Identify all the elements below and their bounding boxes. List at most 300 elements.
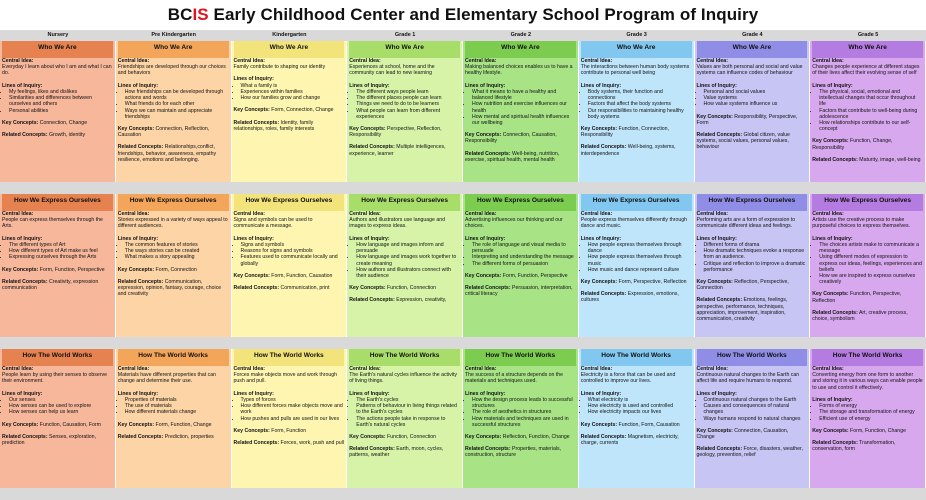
lines-label: Lines of Inquiry: bbox=[349, 390, 390, 397]
theme-title: How We Express Ourselves bbox=[118, 194, 229, 211]
related-text: Senses, exploration, prediction bbox=[2, 433, 97, 447]
central-idea bbox=[697, 366, 808, 385]
central-idea bbox=[234, 58, 345, 70]
grade-header-g4: Grade 4 bbox=[742, 32, 763, 38]
related-text: Relationships,conflict, friendships, behavior, awareness, empathy resilience, emotions and belonging. bbox=[117, 144, 217, 163]
central-idea-label: Central Idea: bbox=[233, 365, 265, 372]
central-idea-text: The success of a structure depends on the materials and techniques used. bbox=[465, 372, 564, 385]
related-concepts bbox=[581, 434, 692, 446]
grade-header-row bbox=[0, 30, 926, 41]
inquiry-line: • How dramatic techniques evoke a response from an audience. bbox=[704, 248, 808, 260]
lines-of-inquiry bbox=[2, 236, 113, 261]
grade-header-prek: Pre Kindergarten bbox=[151, 32, 196, 38]
key-concepts bbox=[581, 126, 692, 138]
unit-cell-g2 bbox=[463, 194, 579, 337]
grade-header-g3: Grade 3 bbox=[626, 32, 647, 38]
lines-of-inquiry bbox=[581, 391, 692, 416]
title-accent: IS bbox=[192, 5, 209, 24]
central-idea bbox=[2, 366, 113, 385]
key-text: Form, Perspective, Reflection bbox=[618, 279, 687, 286]
inquiry-line: • Reasons for signs and symbols bbox=[241, 248, 345, 254]
unit-cell-g2 bbox=[463, 349, 579, 488]
key-concepts bbox=[349, 285, 460, 291]
related-text: Transformation, conservation, form bbox=[812, 440, 896, 453]
grade-header-g1: Grade 1 bbox=[394, 32, 416, 38]
inquiry-line: • Our senses bbox=[9, 397, 113, 403]
central-idea-text: Experiences at school, home and the community can lead to new learning bbox=[349, 64, 435, 77]
central-idea-label: Central Idea: bbox=[117, 365, 150, 372]
inquiry-line: • How relationships contribute to our self-concept bbox=[819, 120, 923, 132]
lines-of-inquiry bbox=[234, 76, 345, 101]
central-idea-text: Stories expressed in a variety of ways appeal to different audiences. bbox=[117, 217, 228, 230]
central-idea-label: Central Idea: bbox=[465, 210, 497, 217]
inquiry-line: • Things we need to do to be learners bbox=[356, 101, 460, 107]
related-concepts bbox=[812, 440, 923, 452]
theme-band-how-we-express-ourselves bbox=[0, 194, 926, 337]
related-label: Related Concepts: bbox=[696, 132, 743, 139]
inquiry-line: • Causes and consequences of natural changes bbox=[704, 403, 808, 415]
lines-of-inquiry bbox=[2, 391, 113, 416]
central-idea bbox=[697, 211, 808, 230]
unit-cell-g5 bbox=[810, 349, 926, 488]
unit-cell-g3 bbox=[579, 41, 695, 182]
central-idea bbox=[697, 58, 808, 77]
inquiry-line: • How electricity is used and controlled bbox=[588, 403, 692, 409]
inquiry-line: • Body systems, their function and connections bbox=[588, 89, 692, 101]
theme-title: How The World Works bbox=[118, 349, 229, 366]
unit-cell-g1 bbox=[347, 194, 463, 337]
inquiry-line: • How mental and spiritual health influences our wellbeing bbox=[472, 114, 576, 126]
central-idea bbox=[118, 58, 229, 77]
inquiry-line: • The different forms of persuasion bbox=[472, 261, 576, 267]
lines-of-inquiry bbox=[118, 83, 229, 120]
central-idea bbox=[2, 211, 113, 230]
theme-title: Who We Are bbox=[697, 41, 808, 58]
inquiry-line: • My feelings, likes and dislikes bbox=[9, 89, 113, 95]
central-idea bbox=[349, 211, 460, 230]
theme-title: How We Express Ourselves bbox=[697, 194, 808, 211]
key-text: Form, Connection, Change bbox=[271, 107, 334, 114]
grade-header-g5: Grade 5 bbox=[857, 32, 879, 38]
inquiry-line: • How senses can be used to explore bbox=[9, 403, 113, 409]
related-text: Expression, emotions, cultures bbox=[580, 291, 679, 304]
key-label: Key Concepts: bbox=[233, 427, 270, 434]
inquiry-line: • The common features of stories bbox=[125, 242, 229, 248]
related-text: Communication, print bbox=[280, 285, 330, 292]
inquiry-list bbox=[2, 242, 113, 261]
key-concepts bbox=[2, 120, 113, 126]
lines-label: Lines of Inquiry: bbox=[349, 235, 390, 242]
inquiry-line: • How language and images work together to create meaning bbox=[356, 254, 460, 266]
central-idea-label: Central Idea: bbox=[812, 57, 844, 64]
inquiry-list bbox=[118, 89, 229, 120]
central-idea bbox=[234, 366, 345, 385]
inquiry-line: • How senses can help us learn bbox=[9, 409, 113, 415]
inquiry-line: • How electricity impacts our lives bbox=[588, 409, 692, 415]
key-concepts bbox=[2, 422, 113, 428]
key-label: Key Concepts: bbox=[349, 434, 386, 441]
lines-of-inquiry bbox=[697, 391, 808, 422]
inquiry-list bbox=[581, 397, 692, 416]
inquiry-line: • How different types of Art make us feel bbox=[9, 248, 113, 254]
theme-title: How The World Works bbox=[465, 349, 576, 366]
key-concepts bbox=[697, 114, 808, 126]
key-concepts bbox=[581, 422, 692, 428]
inquiry-line: • Patterns of behaviour in living things related to the Earth's cycles bbox=[356, 403, 460, 415]
related-concepts bbox=[465, 446, 576, 458]
inquiry-line: • What friends do for each other bbox=[125, 101, 229, 107]
unit-cell-k bbox=[232, 349, 348, 488]
key-concepts bbox=[581, 279, 692, 285]
key-text: Reflection, Function, Change bbox=[502, 434, 570, 441]
central-idea-text: Authors and illustrators use language and images to express ideas. bbox=[349, 217, 445, 230]
key-concepts bbox=[465, 132, 576, 144]
inquiry-line: • Ways we can maintain and appreciate friendships bbox=[125, 108, 229, 120]
key-concepts bbox=[697, 279, 808, 291]
central-idea-label: Central Idea: bbox=[812, 210, 844, 217]
inquiry-list bbox=[465, 89, 576, 126]
inquiry-list bbox=[697, 89, 808, 108]
central-idea bbox=[812, 58, 923, 77]
inquiry-line: • Features used to communicate locally and globally bbox=[241, 254, 345, 266]
related-text: Global citizen, value systems, social values, personal values, behaviour bbox=[696, 132, 790, 151]
inquiry-line: • How nutrition and exercise influences our health bbox=[472, 101, 576, 113]
key-concepts bbox=[234, 273, 345, 279]
related-concepts bbox=[234, 440, 345, 446]
theme-title: How The World Works bbox=[581, 349, 692, 366]
central-idea bbox=[465, 366, 576, 385]
key-concepts bbox=[465, 434, 576, 440]
key-text: Connection, Causation, Responsibility bbox=[465, 132, 557, 145]
related-text: Emotions, feelings, perspective, performance, techniques, appreciation, improvement, inspiration, communication, creativity bbox=[696, 297, 788, 323]
inquiry-list bbox=[349, 89, 460, 120]
unit-cell-g1 bbox=[347, 349, 463, 488]
central-idea-label: Central Idea: bbox=[696, 210, 728, 217]
inquiry-line: • How we are inspired to express ourselves creatively bbox=[819, 273, 923, 285]
key-concepts bbox=[812, 291, 923, 303]
central-idea-label: Central Idea: bbox=[2, 57, 34, 64]
inquiry-line: • Efficient use of energy bbox=[819, 416, 923, 422]
lines-label: Lines of Inquiry: bbox=[812, 396, 853, 403]
central-idea-label: Central Idea: bbox=[580, 57, 613, 64]
lines-label: Lines of Inquiry: bbox=[2, 235, 43, 242]
central-idea bbox=[118, 211, 229, 230]
inquiry-line: • How authors and illustrators connect with their audience bbox=[356, 267, 460, 279]
central-idea bbox=[349, 58, 460, 77]
central-idea bbox=[118, 366, 229, 385]
central-idea-text: Performing arts are a form of expression to communicate different ideas and feelings. bbox=[696, 217, 796, 230]
central-idea bbox=[2, 58, 113, 77]
central-idea-label: Central Idea: bbox=[233, 210, 265, 217]
lines-of-inquiry bbox=[812, 397, 923, 422]
related-concepts bbox=[581, 144, 692, 156]
related-text: Maturity, image, well-being bbox=[859, 156, 921, 163]
central-idea-text: Forces make objects move and work through push and pull. bbox=[233, 372, 338, 385]
unit-cell-nursery bbox=[0, 349, 116, 488]
key-label: Key Concepts: bbox=[580, 421, 618, 428]
theme-band-who-we-are bbox=[0, 41, 926, 182]
grade-header-g2: Grade 2 bbox=[510, 32, 532, 38]
page-title bbox=[0, 0, 926, 30]
inquiry-line: • What makes a story appealing bbox=[125, 254, 229, 260]
inquiry-list bbox=[465, 242, 576, 267]
inquiry-line: • How the design process leads to successful structures bbox=[472, 397, 576, 409]
inquiry-line: • How music and dance represent culture bbox=[588, 267, 692, 273]
related-text: Forces, work, push and pull bbox=[280, 440, 344, 447]
related-label: Related Concepts: bbox=[349, 297, 395, 304]
unit-cell-g3 bbox=[579, 349, 695, 488]
key-label: Key Concepts: bbox=[349, 126, 386, 133]
key-concepts bbox=[812, 138, 923, 150]
key-text: Form, Connection bbox=[155, 266, 197, 273]
central-idea-label: Central Idea: bbox=[349, 365, 381, 372]
theme-title: How We Express Ourselves bbox=[349, 194, 460, 211]
related-label: Related Concepts: bbox=[465, 446, 511, 453]
key-text: Function, Connection bbox=[387, 285, 437, 292]
related-concepts bbox=[118, 144, 229, 163]
lines-label: Lines of Inquiry: bbox=[696, 390, 737, 397]
key-label: Key Concepts: bbox=[349, 285, 386, 292]
inquiry-list bbox=[581, 89, 692, 120]
lines-label: Lines of Inquiry: bbox=[233, 235, 274, 242]
central-idea-label: Central Idea: bbox=[117, 210, 150, 217]
unit-cell-prek bbox=[116, 41, 232, 182]
inquiry-line: • Continuous natural changes to the Earth bbox=[704, 397, 808, 403]
unit-cell-g3 bbox=[579, 194, 695, 337]
lines-of-inquiry bbox=[697, 236, 808, 273]
related-concepts bbox=[2, 434, 113, 446]
inquiry-line: • The different ways people learn bbox=[356, 89, 460, 95]
key-label: Key Concepts: bbox=[117, 421, 155, 428]
central-idea-label: Central Idea: bbox=[812, 365, 844, 372]
related-concepts bbox=[812, 157, 923, 163]
lines-of-inquiry bbox=[812, 83, 923, 133]
central-idea-text: Making balanced choices enables us to have a healthy lifestyle. bbox=[465, 64, 573, 77]
related-concepts bbox=[118, 434, 229, 440]
key-concepts bbox=[812, 428, 923, 434]
theme-title: How The World Works bbox=[697, 349, 808, 366]
theme-title: How We Express Ourselves bbox=[234, 194, 345, 211]
central-idea-text: People express themselves differently through dance and music. bbox=[580, 217, 688, 230]
lines-label: Lines of Inquiry: bbox=[117, 390, 159, 397]
central-idea-label: Central Idea: bbox=[696, 57, 728, 64]
central-idea bbox=[581, 58, 692, 77]
inquiry-line: • What electricity is bbox=[588, 397, 692, 403]
inquiry-line: • The ways stories can be created bbox=[125, 248, 229, 254]
lines-label: Lines of Inquiry: bbox=[812, 235, 853, 242]
inquiry-list bbox=[697, 242, 808, 273]
band-divider bbox=[0, 182, 926, 194]
key-text: Form, Function, Perspective bbox=[502, 272, 568, 279]
related-label: Related Concepts: bbox=[580, 144, 627, 151]
theme-title: Who We Are bbox=[234, 41, 345, 58]
related-text: Well-being, systems, interdependence bbox=[580, 144, 676, 157]
unit-cell-nursery bbox=[0, 41, 116, 182]
lines-of-inquiry bbox=[465, 391, 576, 428]
key-text: Function, Connection bbox=[387, 434, 437, 441]
lines-label: Lines of Inquiry: bbox=[696, 82, 737, 89]
lines-label: Lines of Inquiry: bbox=[580, 82, 622, 89]
related-concepts bbox=[465, 285, 576, 297]
unit-cell-g5 bbox=[810, 194, 926, 337]
related-label: Related Concepts: bbox=[233, 440, 280, 447]
inquiry-list bbox=[234, 397, 345, 422]
lines-label: Lines of Inquiry: bbox=[465, 82, 506, 89]
lines-label: Lines of Inquiry: bbox=[117, 235, 159, 242]
key-label: Key Concepts: bbox=[2, 119, 39, 126]
inquiry-line: • The choices artists make to communicate a message bbox=[819, 242, 923, 254]
inquiry-line: • Personal abilities bbox=[9, 108, 113, 114]
inquiry-line: • What people can learn from different experiences bbox=[356, 108, 460, 120]
lines-label: Lines of Inquiry: bbox=[117, 82, 159, 89]
unit-cell-k bbox=[232, 194, 348, 337]
related-label: Related Concepts: bbox=[233, 285, 280, 292]
inquiry-list bbox=[234, 242, 345, 267]
key-concepts bbox=[118, 126, 229, 138]
key-concepts bbox=[349, 126, 460, 138]
related-concepts bbox=[697, 132, 808, 151]
key-label: Key Concepts: bbox=[465, 434, 502, 441]
grade-header-nursery: Nursery bbox=[47, 32, 69, 38]
key-text: Connection, Causation, Change bbox=[696, 427, 789, 441]
inquiry-line: • Types of forces bbox=[241, 397, 345, 403]
key-text: Form, Function, Change bbox=[155, 421, 212, 428]
theme-title: Who We Are bbox=[118, 41, 229, 58]
central-idea bbox=[349, 366, 460, 385]
lines-label: Lines of Inquiry: bbox=[233, 390, 274, 397]
theme-band-how-the-world-works bbox=[0, 349, 926, 488]
related-text: Multiple intelligences, experience, learner bbox=[349, 144, 446, 157]
central-idea-text: Values are both personal and social and value systems can influence codes of behaviour bbox=[696, 64, 803, 77]
lines-of-inquiry bbox=[697, 83, 808, 108]
inquiry-list bbox=[697, 397, 808, 422]
related-label: Related Concepts: bbox=[812, 156, 858, 163]
central-idea-label: Central Idea: bbox=[696, 365, 728, 372]
related-label: Related Concepts: bbox=[580, 291, 627, 298]
related-label: Related Concepts: bbox=[349, 446, 395, 453]
related-concepts bbox=[234, 120, 345, 132]
lines-of-inquiry bbox=[118, 391, 229, 416]
inquiry-line: • Different forms of drama bbox=[704, 242, 808, 248]
related-concepts bbox=[349, 446, 460, 458]
inquiry-line: • The role of language and visual media to persuade bbox=[472, 242, 576, 254]
inquiry-list bbox=[465, 397, 576, 428]
central-idea-label: Central Idea: bbox=[349, 57, 381, 64]
inquiry-line: • Factors that contribute to well-being during adolescence bbox=[819, 108, 923, 120]
key-text: Reflection, Perspective, Connection bbox=[696, 279, 789, 292]
key-text: Function, Change, Responsibility bbox=[812, 138, 893, 151]
central-idea bbox=[465, 211, 576, 230]
key-label: Key Concepts: bbox=[580, 279, 618, 286]
inquiry-line: • What it means to have a healthy and balanced lifestyle bbox=[472, 89, 576, 101]
central-idea-text: The Earth's natural cycles influence the activity of living things. bbox=[349, 372, 457, 385]
key-text: Form, Function bbox=[271, 427, 307, 434]
inquiry-line: • Properties of materials bbox=[125, 397, 229, 403]
central-idea bbox=[581, 211, 692, 230]
central-idea-text: Changes people experience at different stages of their lives affect their evolving sense of self bbox=[812, 64, 920, 77]
central-idea-label: Central Idea: bbox=[465, 365, 497, 372]
related-concepts bbox=[812, 310, 923, 322]
inquiry-list bbox=[2, 89, 113, 114]
lines-of-inquiry bbox=[812, 236, 923, 286]
inquiry-list bbox=[2, 397, 113, 416]
lines-label: Lines of Inquiry: bbox=[812, 82, 853, 89]
key-text: Form, Function, Perspective bbox=[39, 266, 105, 273]
related-text: Prediction, properties bbox=[164, 433, 214, 440]
related-text: Magnetism, electricity, charge, currents bbox=[580, 433, 679, 447]
related-concepts bbox=[2, 279, 113, 291]
lines-of-inquiry bbox=[234, 236, 345, 267]
unit-cell-g5 bbox=[810, 41, 926, 182]
key-label: Key Concepts: bbox=[580, 126, 618, 133]
inquiry-line: • The different places people can learn bbox=[356, 95, 460, 101]
inquiry-line: • How materials and techniques are used in successful structures bbox=[472, 416, 576, 428]
central-idea-text: Converting energy from one form to another and storing it in various ways can enable people to use and control it effectively. bbox=[812, 372, 923, 391]
key-concepts bbox=[234, 107, 345, 113]
theme-title: How We Express Ourselves bbox=[465, 194, 576, 211]
key-label: Key Concepts: bbox=[696, 427, 733, 434]
key-label: Key Concepts: bbox=[465, 132, 502, 139]
central-idea bbox=[465, 58, 576, 77]
title-rest: Early Childhood Center and Elementary School Program of Inquiry bbox=[208, 5, 759, 24]
related-text: Well-being, nutrition, exercise, spiritual health, mental health bbox=[465, 150, 560, 163]
central-idea-text: Materials have different properties that can change and determine their use. bbox=[117, 372, 216, 385]
central-idea-text: Electricity is a force that can be used and controlled to improve our lives. bbox=[580, 372, 676, 385]
lines-label: Lines of Inquiry: bbox=[465, 390, 506, 397]
lines-label: Lines of Inquiry: bbox=[465, 235, 506, 242]
theme-title: Who We Are bbox=[2, 41, 113, 58]
lines-label: Lines of Inquiry: bbox=[580, 235, 622, 242]
key-text: Connection, Change bbox=[39, 119, 88, 126]
inquiry-line: • How language and images inform and persuade bbox=[356, 242, 460, 254]
inquiry-line: • The use of materials bbox=[125, 403, 229, 409]
related-text: Creativity, expression communication bbox=[2, 278, 99, 292]
related-label: Related Concepts: bbox=[2, 132, 48, 139]
central-idea bbox=[581, 366, 692, 385]
inquiry-line: • Similarities and differences between ourselves and others bbox=[9, 95, 113, 107]
grade-header-k: Kindergarten bbox=[272, 32, 307, 38]
related-label: Related Concepts: bbox=[117, 278, 164, 285]
key-text: Form, Function, Change bbox=[850, 427, 906, 434]
central-idea-label: Central Idea: bbox=[2, 365, 34, 372]
key-text: Function, Perspective, Reflection bbox=[812, 291, 902, 304]
lines-label: Lines of Inquiry: bbox=[2, 390, 43, 397]
unit-cell-g4 bbox=[695, 349, 811, 488]
key-text: Perspective, Reflection, Responsibility bbox=[349, 126, 442, 139]
lines-of-inquiry bbox=[581, 83, 692, 120]
theme-title: How We Express Ourselves bbox=[812, 194, 923, 211]
related-label: Related Concepts: bbox=[812, 440, 858, 447]
lines-label: Lines of Inquiry: bbox=[696, 235, 737, 242]
related-label: Related Concepts: bbox=[465, 150, 511, 157]
lines-of-inquiry bbox=[2, 83, 113, 114]
related-concepts bbox=[2, 132, 113, 138]
central-idea-text: Everyday I learn about who I am and what I can do. bbox=[2, 64, 112, 77]
key-label: Key Concepts: bbox=[233, 272, 270, 279]
key-label: Key Concepts: bbox=[812, 291, 849, 298]
central-idea-text: Family contribute to shaping our identity bbox=[233, 64, 326, 71]
theme-title: Who We Are bbox=[581, 41, 692, 58]
related-text: Expression, creativity, bbox=[396, 297, 447, 304]
inquiry-list bbox=[812, 89, 923, 133]
central-idea bbox=[812, 366, 923, 391]
related-label: Related Concepts: bbox=[696, 297, 743, 304]
central-idea bbox=[234, 211, 345, 230]
lines-of-inquiry bbox=[234, 391, 345, 422]
unit-cell-prek bbox=[116, 194, 232, 337]
inquiry-line: • Personal and social values bbox=[704, 89, 808, 95]
related-concepts bbox=[349, 297, 460, 303]
